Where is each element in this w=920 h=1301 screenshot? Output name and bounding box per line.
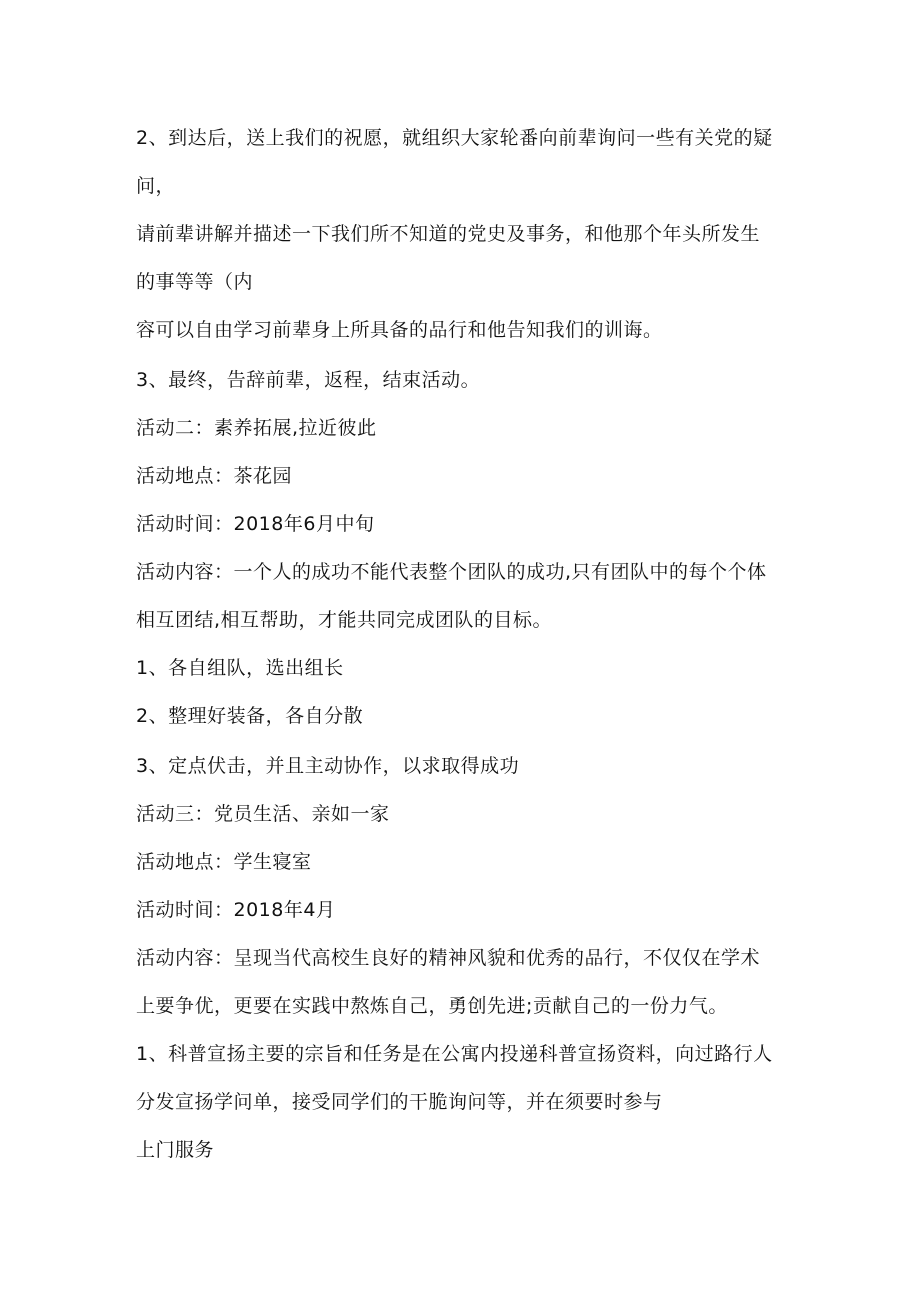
- activity-location: 活动地点：学生寝室: [136, 851, 312, 873]
- activity-time: 活动时间：2018年4月: [136, 899, 336, 921]
- activity-title: 活动三：党员生活、亲如一家: [136, 803, 390, 825]
- activity-content: 活动内容：呈现当代高校生良好的精神风貌和优秀的品行，不仅仅在学术: [136, 947, 761, 969]
- list-item: 3、定点伏击，并且主动协作，以求取得成功: [136, 755, 520, 777]
- list-item: 2、整理好装备，各自分散: [136, 705, 364, 727]
- paragraph-line: 请前辈讲解并描述一下我们所不知道的党史及事务，和他那个年头所发生: [136, 223, 761, 245]
- paragraph-line: 3、最终，告辞前辈，返程，结束活动。: [136, 369, 481, 391]
- list-item: 1、科普宣扬主要的宗旨和任务是在公寓内投递科普宣扬资料，向过路行人: [136, 1043, 773, 1065]
- paragraph-line: 2、到达后，送上我们的祝愿，就组织大家轮番向前辈询问一些有关党的疑: [136, 127, 773, 149]
- activity-content: 活动内容：一个人的成功不能代表整个团队的成功,只有团队中的每个个体: [136, 561, 767, 583]
- paragraph-line: 的事等等（内: [136, 271, 254, 293]
- paragraph-line: 容可以自由学习前辈身上所具备的品行和他告知我们的训诲。: [136, 319, 663, 341]
- paragraph-line: 上要争优，更要在实践中熬炼自己，勇创先进;贡献自己的一份力气。: [136, 995, 728, 1017]
- activity-title: 活动二：素养拓展,拉近彼此: [136, 417, 377, 439]
- activity-location: 活动地点：茶花园: [136, 465, 293, 487]
- activity-time: 活动时间：2018年6月中旬: [136, 513, 375, 535]
- list-item: 1、各自组队，选出组长: [136, 657, 344, 679]
- paragraph-line: 分发宣扬学问单，接受同学们的干脆询问等，并在须要时参与: [136, 1091, 663, 1113]
- paragraph-line: 问，: [136, 175, 176, 197]
- paragraph-line: 上门服务: [136, 1139, 215, 1161]
- paragraph-line: 相互团结,相互帮助，才能共同完成团队的目标。: [136, 609, 553, 631]
